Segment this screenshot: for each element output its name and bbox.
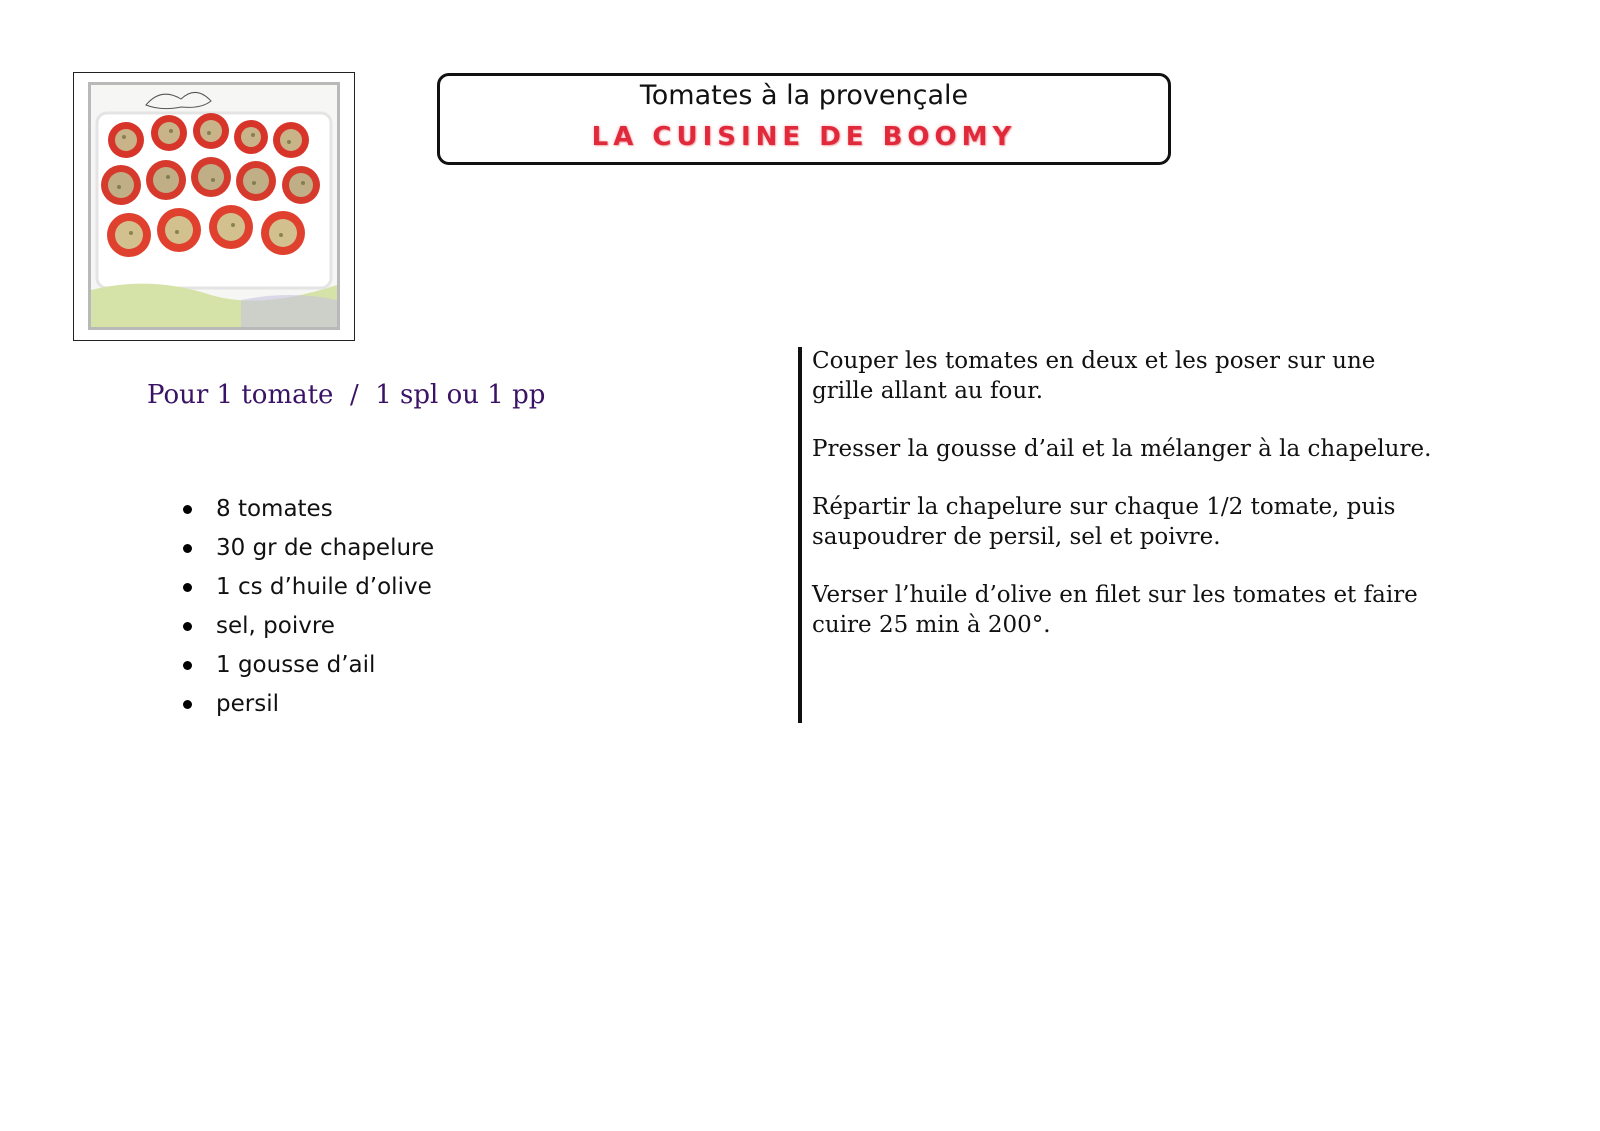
ingredient-text: 1 cs d’huile d’olive <box>216 574 432 600</box>
bullet-icon <box>183 700 192 709</box>
bullet-icon <box>183 583 192 592</box>
list-item <box>180 685 434 724</box>
bullet-icon <box>183 622 192 631</box>
column-divider <box>798 347 802 723</box>
recipe-photo-frame <box>73 72 355 341</box>
step-paragraph: Couper les tomates en deux et les poser sur une grille allant au four. <box>812 348 1376 404</box>
ingredients-list <box>180 490 434 724</box>
list-item <box>180 607 434 646</box>
title-box <box>437 73 1171 165</box>
step-paragraph: Répartir la chapelure sur chaque 1/2 tomate, puis saupoudrer de persil, sel et poivre. <box>812 494 1396 550</box>
list-item <box>180 529 434 568</box>
list-item <box>180 490 434 529</box>
tomatoes-illustration <box>91 85 337 327</box>
ingredient-text: 8 tomates <box>216 496 333 522</box>
portion-info: Pour 1 tomate / 1 spl ou 1 pp <box>147 380 546 410</box>
bullet-icon <box>183 661 192 670</box>
step-paragraph: Verser l’huile d’olive en filet sur les tomates et faire cuire 25 min à 200°. <box>812 582 1418 638</box>
tomatoes-photo <box>88 82 340 330</box>
ingredient-text: 30 gr de chapelure <box>216 535 435 561</box>
ingredient-text: sel, poivre <box>216 613 335 639</box>
bullet-icon <box>183 505 192 514</box>
bullet-icon <box>183 544 192 553</box>
blog-name: LA CUISINE DE BOOMY <box>591 122 1017 152</box>
ingredient-text: 1 gousse d’ail <box>216 652 376 678</box>
recipe-title: Tomates à la provençale <box>639 80 969 111</box>
list-item <box>180 568 434 607</box>
instructions <box>812 346 1432 668</box>
ingredient-text: persil <box>216 691 279 717</box>
list-item <box>180 646 434 685</box>
step-paragraph: Presser la gousse d’ail et la mélanger à la chapelure. <box>812 436 1432 462</box>
